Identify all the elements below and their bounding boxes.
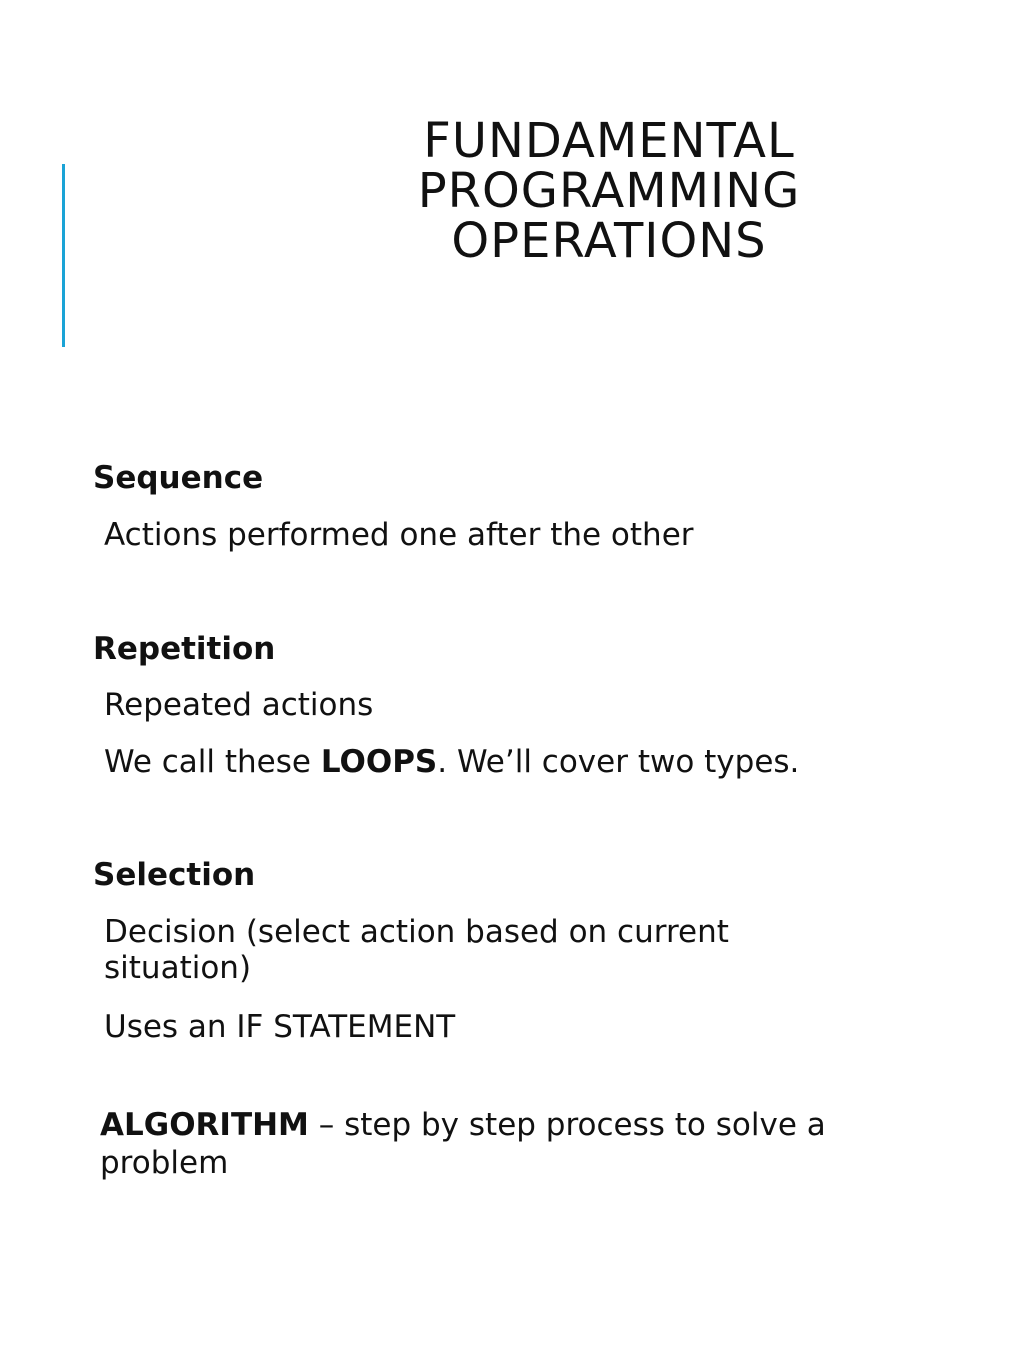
algorithm-text: – step by step process to solve a problem <box>100 1107 826 1181</box>
loops-term: LOOPS <box>320 744 438 780</box>
slide-title <box>380 113 838 269</box>
algorithm-definition <box>100 1106 860 1182</box>
accent-bar <box>62 164 65 347</box>
repetition-item-loops <box>104 744 824 780</box>
title-line-3: OPERATIONS <box>451 213 767 269</box>
selection-heading: Selection <box>93 857 256 893</box>
title-line-1: FUNDAMENTAL <box>423 113 795 169</box>
sequence-item: Actions performed one after the other <box>104 517 694 553</box>
loops-prefix: We call these <box>104 744 321 780</box>
selection-item-decision: Decision (select action based on current situation) <box>104 914 729 986</box>
selection-item-if: Uses an IF STATEMENT <box>104 1009 456 1045</box>
repetition-item-repeated: Repeated actions <box>104 687 374 723</box>
title-line-2: PROGRAMMING <box>417 163 801 219</box>
loops-suffix: . We’ll cover two types. <box>437 744 800 780</box>
repetition-heading: Repetition <box>93 631 276 667</box>
algorithm-term: ALGORITHM <box>100 1107 309 1143</box>
sequence-heading: Sequence <box>93 460 264 496</box>
